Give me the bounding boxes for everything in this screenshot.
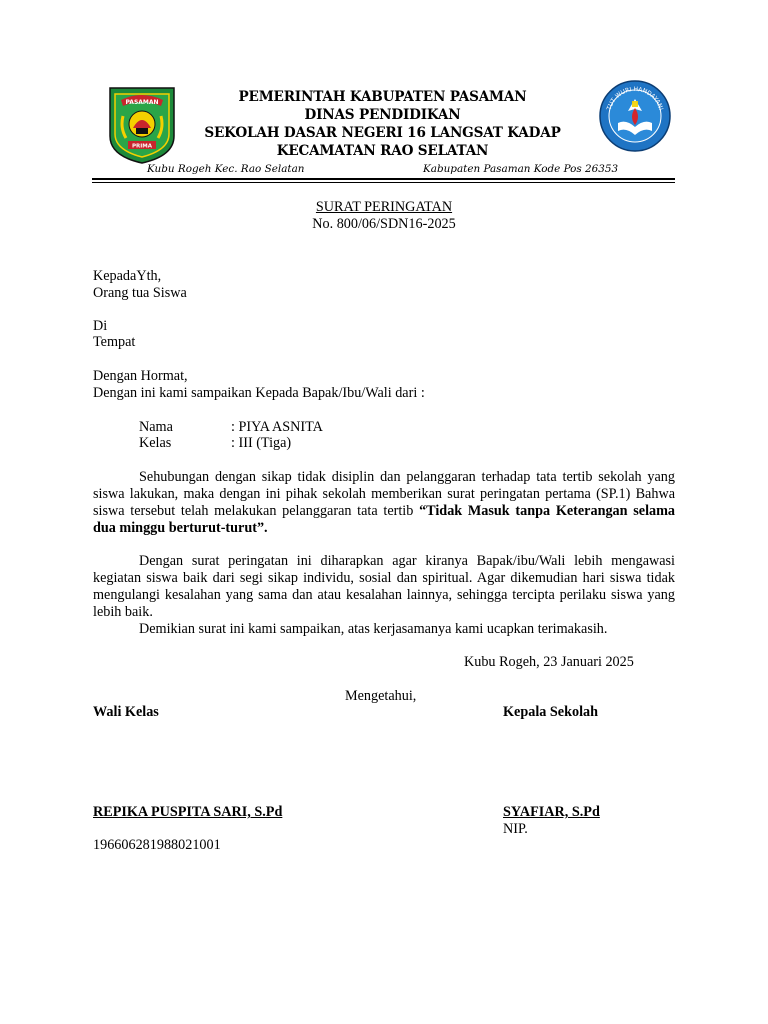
student-class-label: Kelas: [139, 435, 172, 451]
paragraph-supervision: Dengan surat peringatan ini diharapkan agar kiranya Bapak/ibu/Wali lebih mengawasi kegiatan siswa baik dari segi sikap individu, sosial dan spiritual. Agar dikemudian hari siswa tidak mengulangi kesalahan yang sama dan atau kesalahan lainnya, sehingga tercipta perilaku siswa yang lebih baik.: [93, 553, 675, 620]
svg-text:TUT WURI HANDAYANI: TUT WURI HANDAYANI: [605, 85, 665, 112]
paragraph-violation-bold: “Tidak Masuk tanpa Keterangan selama dua minggu berturut-turut”.: [93, 503, 676, 536]
recipient-line3: Di: [93, 318, 108, 334]
letter-number: No. 800/06/SDN16-2025: [312, 216, 456, 232]
recipient-line1: KepadaYth,: [93, 268, 162, 284]
signature-right-nip: NIP.: [503, 821, 528, 837]
acknowledged-label: Mengetahui,: [345, 688, 417, 704]
letterhead-school: SEKOLAH DASAR NEGERI 16 LANGSAT KADAP: [204, 125, 561, 141]
letterhead-district: KECAMATAN RAO SELATAN: [276, 143, 489, 159]
greeting: Dengan Hormat,: [93, 368, 188, 384]
intro-text: Dengan ini kami sampaikan Kepada Bapak/Ibu/Wali dari :: [93, 385, 425, 401]
closing-text: Demikian surat ini kami sampaikan, atas kerjasamanya kami ucapkan terimakasih.: [139, 621, 608, 637]
recipient-line2: Orang tua Siswa: [93, 285, 187, 301]
student-class-value: : III (Tiga): [231, 435, 292, 451]
place-date: Kubu Rogeh, 23 Januari 2025: [464, 654, 634, 670]
address-left: Kubu Rogeh Kec. Rao Selatan: [147, 163, 305, 175]
signature-right-name: SYAFIAR, S.Pd: [503, 804, 600, 820]
paragraph-violation: [93, 469, 675, 537]
student-name-value: : PIYA ASNITA: [231, 419, 323, 435]
signature-right-title: Kepala Sekolah: [503, 704, 598, 720]
svg-text:PRIMA: PRIMA: [131, 143, 153, 150]
letter-title: SURAT PERINGATAN: [315, 199, 453, 215]
student-name-label: Nama: [139, 419, 173, 435]
paragraph-violation-text: Sehubungan dengan sikap tidak disiplin dan pelanggaran terhadap tata tertib sekolah yang siswa lakukan, maka dengan ini pihak sekolah memberikan surat peringatan pertama (SP.1) Bahwa siswa tersebut telah melakukan pelanggaran tata tertib: [93, 469, 675, 519]
signature-left-name: REPIKA PUSPITA SARI, S.Pd: [93, 804, 283, 820]
svg-text:PASAMAN: PASAMAN: [125, 99, 159, 106]
letterhead-divider-thin: [92, 182, 675, 183]
address-right: Kabupaten Pasaman Kode Pos 26353: [423, 163, 619, 175]
recipient-line4: Tempat: [93, 334, 136, 350]
signature-left-nip: 196606281988021001: [93, 837, 221, 853]
letterhead-divider-thick: [92, 178, 675, 180]
signature-left-title: Wali Kelas: [93, 704, 159, 720]
tut-wuri-handayani-logo: [598, 79, 672, 153]
pasaman-logo: [106, 86, 178, 164]
letterhead-department: DINAS PENDIDIKAN: [304, 107, 461, 123]
letterhead-government: PEMERINTAH KABUPATEN PASAMAN: [238, 89, 527, 105]
